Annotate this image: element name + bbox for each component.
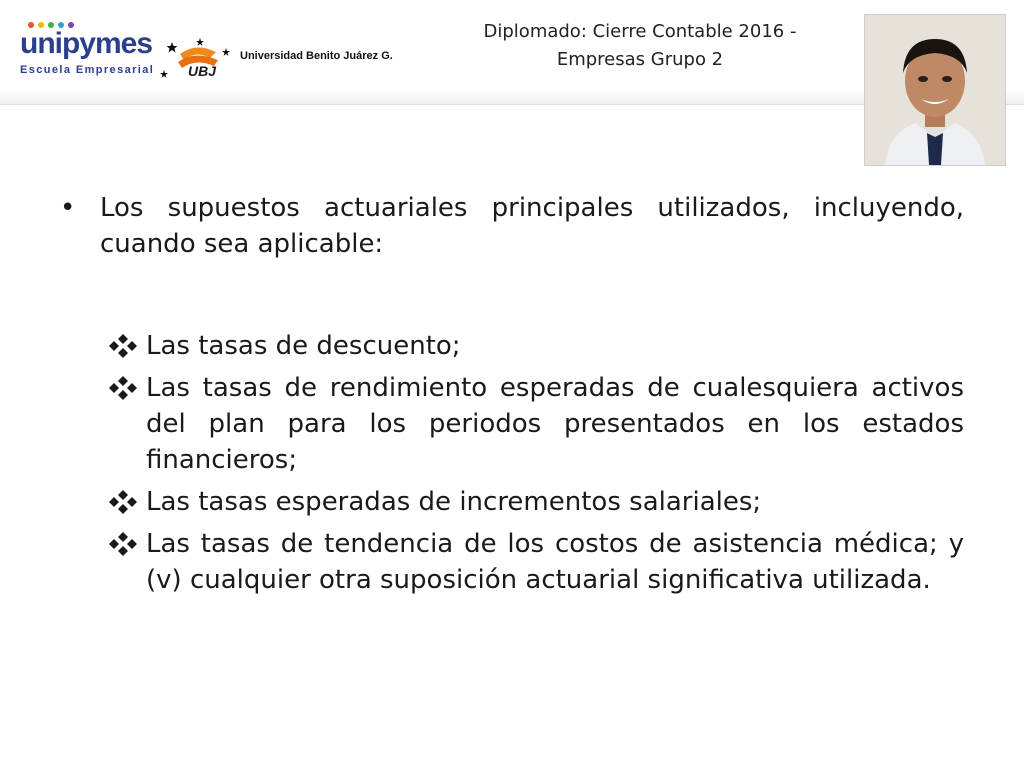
sub-bullet-text: Las tasas de rendimiento esperadas de cualesquiera activos del plan para los periodos presentados en los estados financieros; — [146, 373, 964, 475]
university-name: Universidad Benito Juárez G. — [240, 50, 393, 62]
sub-bullet-text: Las tasas esperadas de incrementos salariales; — [146, 487, 762, 517]
diamond-icon — [106, 530, 140, 558]
sub-bullet-list — [106, 328, 964, 604]
sub-bullet-item — [106, 328, 964, 364]
title-line-1: Diplomado: Cierre Contable 2016 - — [483, 21, 797, 42]
main-bullet-text: Los supuestos actuariales principales utilizados, incluyendo, cuando sea aplicable: — [100, 193, 964, 259]
bullet-dot-icon: • — [60, 193, 76, 223]
diamond-icon — [106, 488, 140, 516]
sub-bullet-item — [106, 484, 964, 520]
sub-bullet-item — [106, 370, 964, 478]
diamond-icon — [106, 332, 140, 360]
diamond-icon — [106, 374, 140, 402]
svg-text:UBJ: UBJ — [188, 63, 217, 79]
title-line-2: Empresas Grupo 2 — [556, 49, 724, 70]
sub-bullet-item — [106, 526, 964, 598]
logo-subtitle: Escuela Empresarial — [20, 64, 155, 76]
sub-bullet-text: Las tasas de descuento; — [146, 331, 461, 361]
logo-wordmark: unipymes — [20, 27, 153, 60]
sub-bullet-text: Las tasas de tendencia de los costos de asistencia médica; y (v) cualquier otra suposición actuarial significativa utilizada. — [146, 529, 964, 595]
main-bullet — [60, 190, 964, 262]
